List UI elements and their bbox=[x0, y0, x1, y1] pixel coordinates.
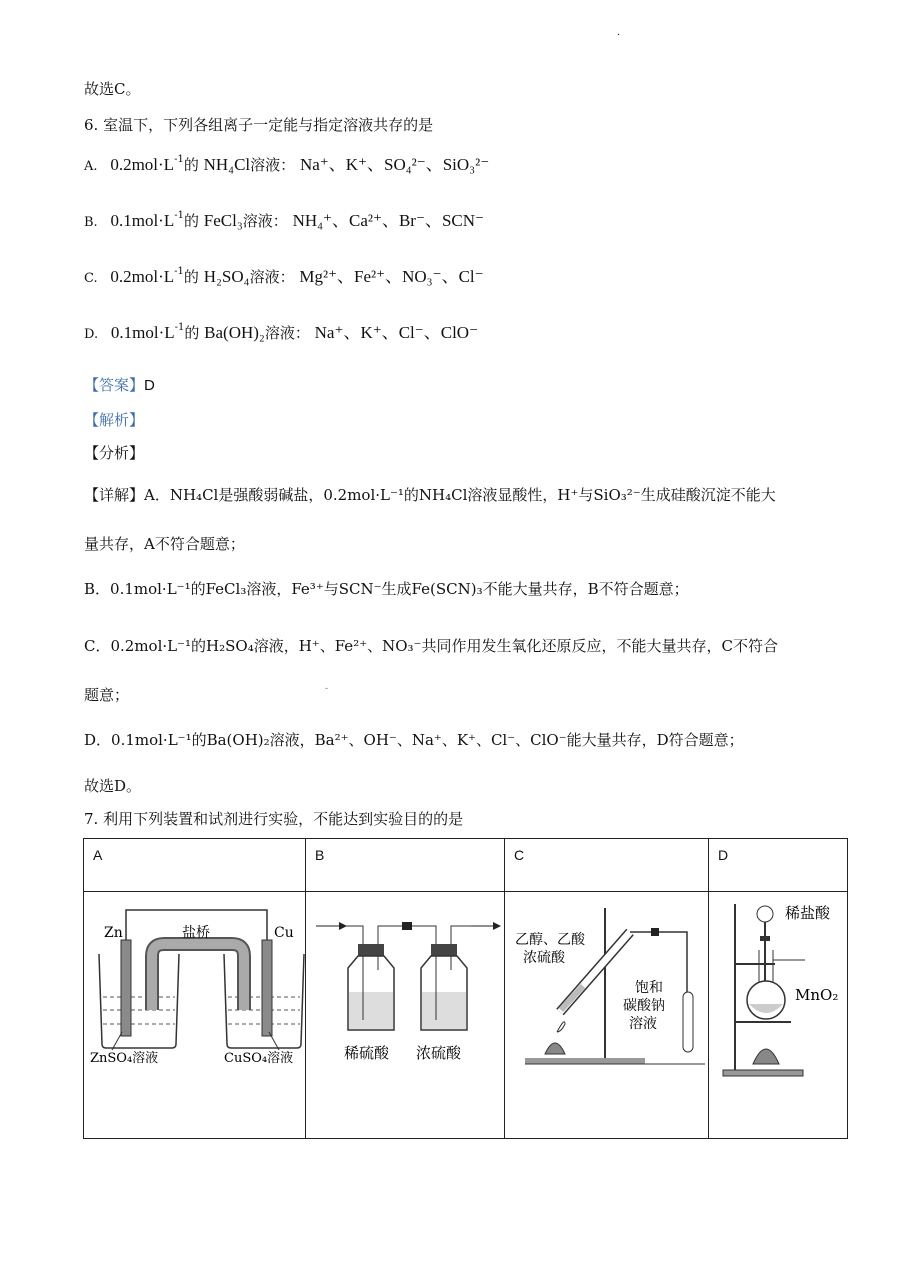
answer-value: D bbox=[144, 377, 155, 394]
right-metal-label: Cu bbox=[274, 925, 294, 941]
ion-list: Mg²⁺、Fe²⁺、NO₃⁻、Cl⁻ bbox=[299, 267, 484, 286]
q6-option-b bbox=[84, 206, 484, 231]
answer-label: 【答案】 bbox=[84, 376, 145, 394]
detail-b: B．0.1mol·L⁻¹的FeCl₃溶液，Fe³⁺与SCN⁻生成Fe(SCN)₃不能大量共存，B不符合题意； bbox=[84, 580, 689, 598]
de-char: 的 bbox=[184, 324, 200, 342]
de-char: 的 bbox=[183, 268, 199, 286]
solute-formula: Ba(OH)₂ bbox=[204, 323, 265, 342]
left-bottle-label: 稀硫酸 bbox=[344, 1044, 390, 1062]
ion-list: Na⁺、K⁺、Cl⁻、ClO⁻ bbox=[314, 323, 479, 342]
option-letter: B. bbox=[84, 215, 98, 230]
option-letter: A. bbox=[84, 159, 98, 174]
detail-a-line1 bbox=[84, 484, 776, 505]
prev-conclusion: 故选C。 bbox=[84, 80, 141, 98]
stray-mark: - bbox=[325, 684, 329, 694]
exponent: -1 bbox=[174, 322, 185, 333]
exponent: -1 bbox=[174, 266, 184, 277]
cell-c bbox=[505, 892, 709, 1139]
solution-word: 溶液： bbox=[250, 156, 296, 174]
detail-d: D．0.1mol·L⁻¹的Ba(OH)₂溶液，Ba²⁺、OH⁻、Na⁺、K⁺、Cl⁻、ClO⁻能大量共存，D符合题意； bbox=[84, 731, 744, 749]
col-header-b: B bbox=[306, 839, 505, 892]
concentration: 0.1mol·L bbox=[110, 211, 175, 230]
fenxi-label: 【分析】 bbox=[84, 444, 145, 462]
solution-word: 溶液： bbox=[249, 268, 295, 286]
col-header-c: C bbox=[505, 839, 709, 892]
solution-word: 溶液： bbox=[264, 324, 310, 342]
esterification-diagram bbox=[505, 892, 708, 1138]
concentration: 0.2mol·L bbox=[110, 155, 175, 174]
q6-option-c bbox=[84, 262, 484, 287]
concentration: 0.1mol·L bbox=[110, 323, 175, 342]
right-solution-label: CuSO₄溶液 bbox=[224, 1051, 294, 1066]
galvanic-cell-diagram bbox=[84, 892, 305, 1138]
de-char: 的 bbox=[183, 212, 199, 230]
flask-label: MnO₂ bbox=[795, 986, 839, 1004]
receiver-label-1: 饱和 bbox=[635, 980, 663, 996]
detail-c-line2: 题意； bbox=[84, 686, 130, 704]
tube-label-2: 浓硫酸 bbox=[523, 950, 565, 966]
conclusion: 故选D。 bbox=[84, 777, 142, 795]
right-bottle-label: 浓硫酸 bbox=[416, 1044, 462, 1062]
exponent: -1 bbox=[174, 210, 184, 221]
detail-label: 【详解】 bbox=[84, 486, 145, 504]
detail-c-line1: C．0.2mol·L⁻¹的H₂SO₄溶液，H⁺、Fe²⁺、NO₃⁻共同作用发生氧化还原反应，不能大量共存，C不符合 bbox=[84, 637, 778, 655]
solute-formula: H₂SO₄ bbox=[203, 267, 250, 286]
q6-option-a bbox=[84, 150, 489, 175]
salt-bridge-label: 盐桥 bbox=[182, 925, 210, 941]
de-char: 的 bbox=[183, 156, 199, 174]
q6-stem: 6. 室温下，下列各组离子一定能与指定溶液共存的是 bbox=[84, 116, 434, 134]
exponent: -1 bbox=[174, 154, 184, 165]
col-header-d: D bbox=[709, 839, 848, 892]
ion-list: Na⁺、K⁺、SO₄²⁻、SiO₃²⁻ bbox=[299, 155, 490, 174]
analysis-label: 【解析】 bbox=[84, 411, 145, 429]
option-letter: C. bbox=[84, 271, 98, 286]
concentration: 0.2mol·L bbox=[110, 267, 175, 286]
q7-stem: 7. 利用下列装置和试剂进行实验，不能达到实验目的的是 bbox=[84, 810, 464, 828]
solution-word: 溶液： bbox=[242, 212, 288, 230]
receiver-label-2: 碳酸钠 bbox=[623, 998, 665, 1014]
detail-a-text: A．NH₄Cl是强酸弱碱盐，0.2mol·L⁻¹的NH₄Cl溶液显酸性，H⁺与SiO₃²⁻生成硅酸沉淀不能大 bbox=[144, 486, 776, 504]
apparatus-table bbox=[83, 838, 848, 1139]
left-metal-label: Zn bbox=[104, 925, 123, 941]
q6-option-d bbox=[84, 318, 478, 343]
col-header-a: A bbox=[84, 839, 306, 892]
solute-formula: FeCl₃ bbox=[203, 211, 243, 230]
cell-d bbox=[709, 892, 848, 1139]
cell-a bbox=[84, 892, 306, 1139]
cell-b bbox=[306, 892, 505, 1139]
chlorine-generator-diagram bbox=[709, 892, 847, 1138]
solute-formula: NH₄Cl bbox=[203, 155, 251, 174]
left-solution-label: ZnSO₄溶液 bbox=[90, 1051, 159, 1066]
receiver-label-3: 溶液 bbox=[629, 1016, 657, 1032]
funnel-label: 稀盐酸 bbox=[785, 904, 831, 922]
answer-line bbox=[84, 374, 155, 395]
wash-bottles-diagram bbox=[306, 892, 504, 1138]
detail-a-line2: 量共存，A不符合题意； bbox=[84, 535, 245, 553]
tube-label-1: 乙醇、乙酸 bbox=[515, 932, 585, 948]
option-letter: D. bbox=[84, 327, 99, 342]
ion-list: NH₄⁺、Ca²⁺、Br⁻、SCN⁻ bbox=[292, 211, 484, 230]
page-dot: · bbox=[617, 30, 621, 41]
